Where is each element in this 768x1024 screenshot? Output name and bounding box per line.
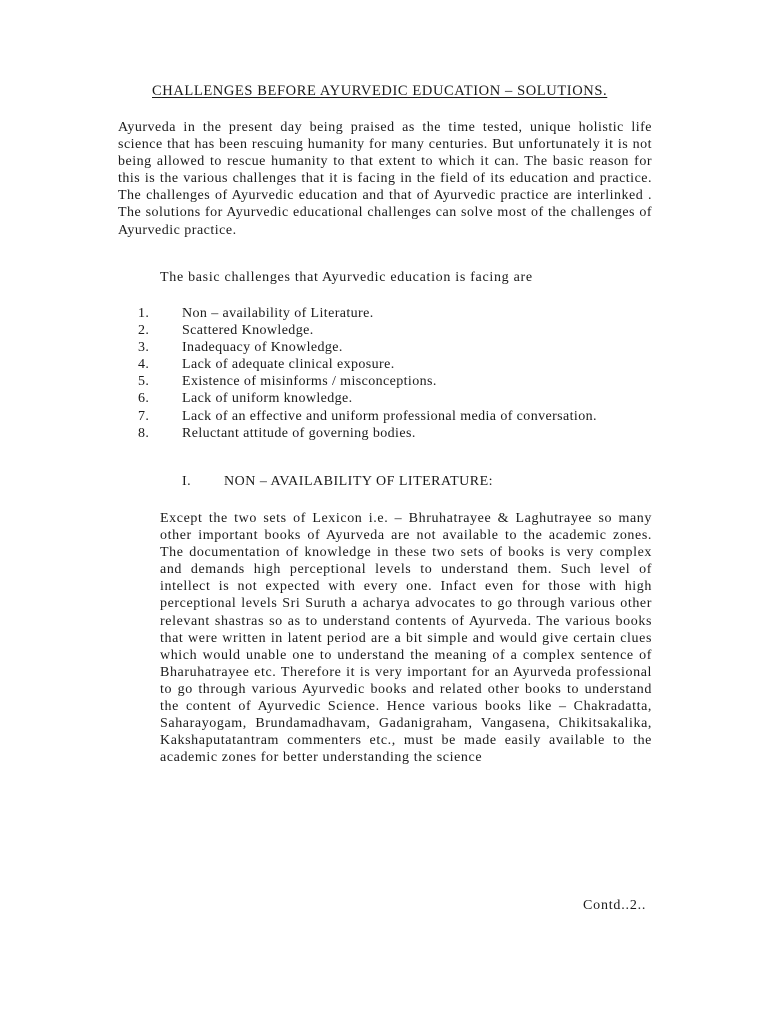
list-item-text: Lack of adequate clinical exposure. xyxy=(182,357,395,373)
list-item-number: 5. xyxy=(138,374,150,390)
list-item-text: Existence of misinforms / misconceptions. xyxy=(182,374,437,390)
list-item-number: 1. xyxy=(138,306,150,321)
list-item-text: Non – availability of Literature. xyxy=(182,306,374,321)
list-item-text: Reluctant attitude of governing bodies. xyxy=(182,425,416,441)
section-heading xyxy=(182,474,493,490)
list-item-text: Scattered Knowledge. xyxy=(182,323,314,339)
list-item xyxy=(138,373,608,390)
list-item xyxy=(138,322,608,339)
list-item xyxy=(138,305,608,322)
list-item-number: 4. xyxy=(138,357,150,373)
section-title: NON – AVAILABILITY OF LITERATURE: xyxy=(224,474,494,489)
list-item-text: Lack of an effective and uniform professional media of conversation. xyxy=(182,408,597,424)
challenges-list-intro: The basic challenges that Ayurvedic education is facing are xyxy=(160,270,533,285)
list-item xyxy=(138,339,608,356)
list-item-number: 3. xyxy=(138,340,150,356)
list-item xyxy=(138,425,608,442)
list-item xyxy=(138,356,608,373)
challenges-list xyxy=(138,305,608,442)
continuation-marker: Contd..2.. xyxy=(583,898,647,913)
list-item-number: 6. xyxy=(138,391,150,407)
list-item-text: Lack of uniform knowledge. xyxy=(182,391,353,407)
list-item xyxy=(138,408,608,425)
document-title: CHALLENGES BEFORE AYURVEDIC EDUCATION – SOLUTIONS. xyxy=(152,83,608,99)
section-paragraph: Except the two sets of Lexicon i.e. – Bhruhatrayee & Laghutrayee so many other important books of Ayurveda are not available to the academic zones. The documentation of knowledge in these two sets of books is very complex and demands high perceptional levels to understand them. Such level of intellect is not expected with every one. Infact even for those with high perceptional levels Sri Suruth a acharya advocates to go through various other relevant shastras so as to understand contents of Ayurveda. The various books that were written in latent period are a bit simple and would give certain clues which would unable one to understand the meaning of a complex sentence of Bharuhatrayee etc. Therefore it is very important for an Ayurveda professional to go through various Ayurvedic books and related other books to understand the content of Ayurvedic Science. Hence various books like – Chakradatta, Saharayogam, Brundamadhavam, Gadanigraham, Vangasena, Chikitsakalika, Kakshaputatantram commenters etc., must be made easily available to the academic zones for better understanding the science xyxy=(160,511,652,766)
intro-paragraph: Ayurveda in the present day being praised as the time tested, unique holistic life science that has been rescuing humanity for many centuries. But unfortunately it is not being allowed to rescue humanity to that extent to which it can. The basic reason for this is the various challenges that it is facing in the field of its education and practice. The challenges of Ayurvedic education and that of Ayurvedic practice are interlinked . The solutions for Ayurvedic educational challenges can solve most of the challenges of Ayurvedic practice. xyxy=(118,120,652,238)
section-number: I. xyxy=(182,474,192,489)
list-item-number: 7. xyxy=(138,408,150,424)
list-item xyxy=(138,390,608,407)
list-item-number: 8. xyxy=(138,425,150,441)
list-item-number: 2. xyxy=(138,323,150,339)
list-item-text: Inadequacy of Knowledge. xyxy=(182,340,343,356)
